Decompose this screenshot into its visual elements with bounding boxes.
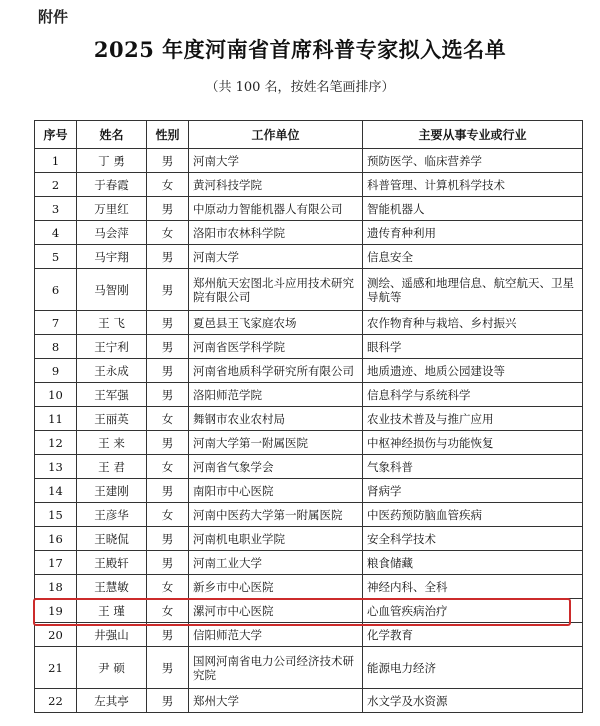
row-field: 测绘、遥感和地理信息、航空航天、卫星导航等	[363, 269, 583, 311]
header-gender: 性别	[147, 121, 189, 149]
row-number: 11	[35, 407, 77, 431]
row-name: 王 瑾	[77, 599, 147, 623]
row-number: 19	[35, 599, 77, 623]
table-row	[35, 173, 583, 197]
row-field: 中医药预防脑血管疾病	[363, 503, 583, 527]
row-field: 农业技术普及与推广应用	[363, 407, 583, 431]
row-field: 遗传育种利用	[363, 221, 583, 245]
row-gender: 女	[147, 575, 189, 599]
row-number: 18	[35, 575, 77, 599]
row-work-unit: 夏邑县王飞家庭农场	[189, 311, 363, 335]
attachment-label: 附件	[38, 8, 69, 26]
row-name: 马宇翔	[77, 245, 147, 269]
row-number: 5	[35, 245, 77, 269]
row-field: 心血管疾病治疗	[363, 599, 583, 623]
row-work-unit: 郑州航天宏图北斗应用技术研究院有限公司	[189, 269, 363, 311]
table-row	[35, 311, 583, 335]
row-work-unit: 河南省气象学会	[189, 455, 363, 479]
row-number: 16	[35, 527, 77, 551]
row-name: 尹 硕	[77, 647, 147, 689]
candidate-table	[34, 120, 583, 713]
row-name: 王殿轩	[77, 551, 147, 575]
row-number: 15	[35, 503, 77, 527]
row-work-unit: 河南机电职业学院	[189, 527, 363, 551]
row-gender: 男	[147, 551, 189, 575]
row-field: 神经内科、全科	[363, 575, 583, 599]
row-field: 农作物育种与栽培、乡村振兴	[363, 311, 583, 335]
row-work-unit: 国网河南省电力公司经济技术研究院	[189, 647, 363, 689]
row-number: 4	[35, 221, 77, 245]
table-row	[35, 269, 583, 311]
row-field: 眼科学	[363, 335, 583, 359]
row-name: 王军强	[77, 383, 147, 407]
row-number: 9	[35, 359, 77, 383]
row-gender: 男	[147, 527, 189, 551]
document-subtitle: （共 100 名，按姓名笔画排序）	[205, 80, 395, 95]
table-row	[35, 689, 583, 713]
row-field: 粮食储藏	[363, 551, 583, 575]
row-number: 7	[35, 311, 77, 335]
row-name: 王 君	[77, 455, 147, 479]
row-field: 水文学及水资源	[363, 689, 583, 713]
row-gender: 女	[147, 173, 189, 197]
row-field: 能源电力经济	[363, 647, 583, 689]
row-gender: 男	[147, 689, 189, 713]
row-work-unit: 南阳市中心医院	[189, 479, 363, 503]
row-field: 气象科普	[363, 455, 583, 479]
row-number: 17	[35, 551, 77, 575]
row-gender: 女	[147, 503, 189, 527]
row-name: 王 来	[77, 431, 147, 455]
table-row	[35, 455, 583, 479]
row-work-unit: 漯河市中心医院	[189, 599, 363, 623]
table-row	[35, 245, 583, 269]
row-field: 预防医学、临床营养学	[363, 149, 583, 173]
row-field: 信息安全	[363, 245, 583, 269]
row-gender: 男	[147, 623, 189, 647]
row-work-unit: 河南大学	[189, 149, 363, 173]
row-field: 地质遗迹、地质公园建设等	[363, 359, 583, 383]
row-gender: 男	[147, 431, 189, 455]
header-field: 主要从事专业或行业	[363, 121, 583, 149]
row-work-unit: 郑州大学	[189, 689, 363, 713]
table-row	[35, 503, 583, 527]
header-number: 序号	[35, 121, 77, 149]
row-work-unit: 河南大学	[189, 245, 363, 269]
row-number: 12	[35, 431, 77, 455]
table-row	[35, 149, 583, 173]
row-number: 22	[35, 689, 77, 713]
row-work-unit: 新乡市中心医院	[189, 575, 363, 599]
row-work-unit: 舞钢市农业农村局	[189, 407, 363, 431]
row-work-unit: 河南工业大学	[189, 551, 363, 575]
table-row	[35, 527, 583, 551]
row-gender: 男	[147, 269, 189, 311]
row-work-unit: 河南省医学科学院	[189, 335, 363, 359]
table-row	[35, 221, 583, 245]
row-gender: 女	[147, 221, 189, 245]
row-work-unit: 中原动力智能机器人有限公司	[189, 197, 363, 221]
table-row	[35, 197, 583, 221]
row-name: 王慧敏	[77, 575, 147, 599]
row-name: 井强山	[77, 623, 147, 647]
row-gender: 女	[147, 599, 189, 623]
table-row	[35, 335, 583, 359]
row-work-unit: 河南大学第一附属医院	[189, 431, 363, 455]
table-body	[35, 149, 583, 713]
row-gender: 男	[147, 197, 189, 221]
row-number: 21	[35, 647, 77, 689]
row-gender: 男	[147, 149, 189, 173]
row-name: 王建刚	[77, 479, 147, 503]
table-row	[35, 599, 583, 623]
row-gender: 男	[147, 359, 189, 383]
row-work-unit: 黄河科技学院	[189, 173, 363, 197]
row-number: 1	[35, 149, 77, 173]
table-row	[35, 383, 583, 407]
table-row	[35, 359, 583, 383]
row-field: 科普管理、计算机科学技术	[363, 173, 583, 197]
document-title: 2025 年度河南省首席科普专家拟入选名单	[93, 37, 507, 62]
row-field: 安全科学技术	[363, 527, 583, 551]
row-name: 于春霞	[77, 173, 147, 197]
header-name: 姓名	[77, 121, 147, 149]
row-work-unit: 洛阳师范学院	[189, 383, 363, 407]
table-row	[35, 551, 583, 575]
row-gender: 男	[147, 383, 189, 407]
table-row	[35, 431, 583, 455]
header-work-unit: 工作单位	[189, 121, 363, 149]
row-gender: 男	[147, 311, 189, 335]
row-name: 王丽英	[77, 407, 147, 431]
row-work-unit: 洛阳市农林科学院	[189, 221, 363, 245]
row-name: 王宁利	[77, 335, 147, 359]
table-row	[35, 575, 583, 599]
row-name: 王彦华	[77, 503, 147, 527]
row-name: 万里红	[77, 197, 147, 221]
row-work-unit: 信阳师范大学	[189, 623, 363, 647]
row-work-unit: 河南中医药大学第一附属医院	[189, 503, 363, 527]
row-field: 信息科学与系统科学	[363, 383, 583, 407]
row-gender: 女	[147, 455, 189, 479]
table-row	[35, 479, 583, 503]
row-gender: 女	[147, 407, 189, 431]
row-number: 20	[35, 623, 77, 647]
row-number: 14	[35, 479, 77, 503]
row-field: 中枢神经损伤与功能恢复	[363, 431, 583, 455]
table-header-row	[35, 121, 583, 149]
row-name: 丁 勇	[77, 149, 147, 173]
row-field: 肾病学	[363, 479, 583, 503]
row-name: 王 飞	[77, 311, 147, 335]
row-name: 王晓侃	[77, 527, 147, 551]
table-row	[35, 623, 583, 647]
row-number: 13	[35, 455, 77, 479]
row-number: 6	[35, 269, 77, 311]
row-name: 王永成	[77, 359, 147, 383]
row-number: 2	[35, 173, 77, 197]
table-row	[35, 647, 583, 689]
row-work-unit: 河南省地质科学研究所有限公司	[189, 359, 363, 383]
row-number: 10	[35, 383, 77, 407]
row-name: 马会萍	[77, 221, 147, 245]
row-field: 智能机器人	[363, 197, 583, 221]
row-name: 左其亭	[77, 689, 147, 713]
row-name: 马智刚	[77, 269, 147, 311]
row-number: 8	[35, 335, 77, 359]
row-gender: 男	[147, 335, 189, 359]
table-row	[35, 407, 583, 431]
row-gender: 男	[147, 245, 189, 269]
row-gender: 男	[147, 479, 189, 503]
row-field: 化学教育	[363, 623, 583, 647]
row-number: 3	[35, 197, 77, 221]
row-gender: 男	[147, 647, 189, 689]
